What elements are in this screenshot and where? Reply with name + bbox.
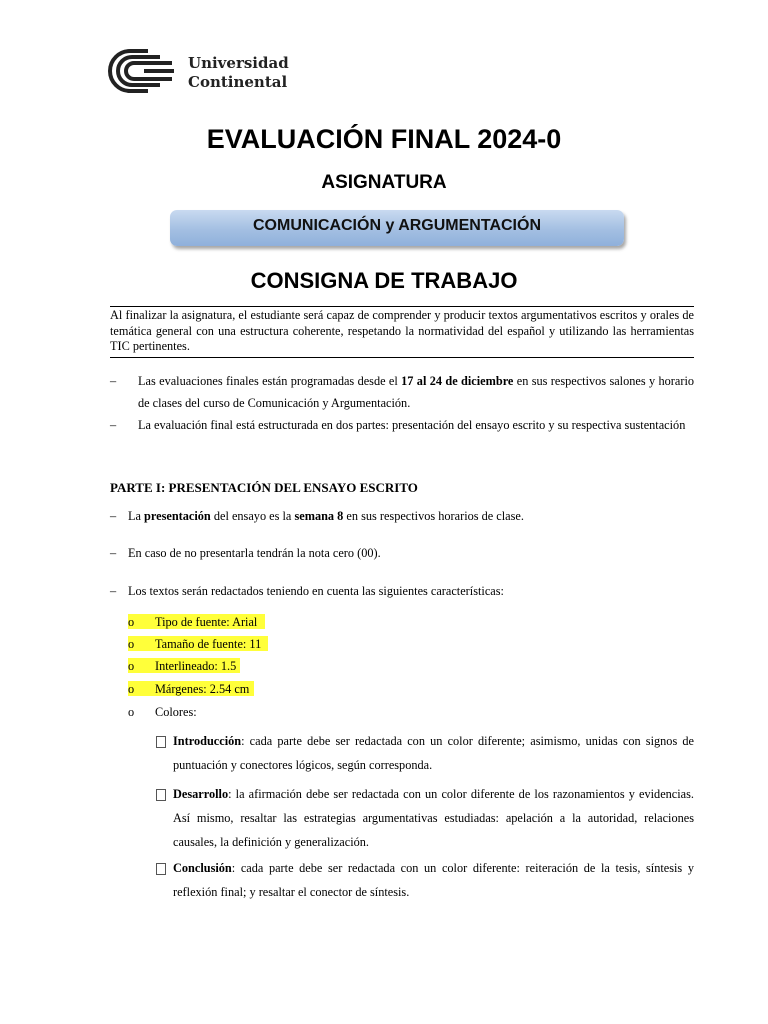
color-item-introduction [156, 729, 694, 777]
bullet-marker: o [128, 615, 135, 629]
dash-marker: – [110, 374, 117, 388]
item-text: Los textos serán redactados teniendo en cuenta las siguientes características: [128, 584, 504, 598]
missing-glyph-icon [156, 789, 166, 801]
subject-label: ASIGNATURA [321, 172, 447, 193]
logo-text [188, 54, 289, 92]
missing-glyph-icon [156, 736, 166, 748]
missing-glyph-icon [156, 863, 166, 875]
bullet-marker: o [128, 659, 135, 673]
part1-title: PARTE I: PRESENTACIÓN DEL ENSAYO ESCRITO [110, 480, 418, 495]
notes-list [110, 370, 694, 436]
note-text: La evaluación final está estructurada en dos partes: presentación del ensayo escrito y su respectiva sustentación [138, 418, 686, 432]
dash-marker: – [110, 546, 117, 560]
subject-banner [170, 210, 624, 246]
university-logo-icon [108, 48, 180, 94]
sub-item-text: Conclusión: cada parte debe ser redactada con un color diferente: reiteración de la tesis, síntesis y reflexión final; y resaltar el conector de síntesis. [173, 861, 694, 899]
note-dates: 17 al 24 de diciembre [401, 374, 514, 388]
university-logo [108, 48, 308, 96]
feature-text: Interlineado: 1.5 [155, 659, 237, 673]
dash-marker: – [110, 509, 117, 523]
note-item-dates [110, 370, 694, 414]
item-text: En caso de no presentarla tendrán la nota cero (00). [128, 546, 381, 560]
feature-text: Márgenes: 2.54 cm [155, 682, 250, 696]
dash-marker: – [110, 418, 117, 432]
dash-marker: – [110, 584, 117, 598]
color-item-conclusion [156, 856, 694, 904]
logo-line-2: Continental [188, 73, 288, 91]
color-item-development [156, 782, 694, 854]
consigna-title: CONSIGNA DE TRABAJO [250, 268, 518, 293]
note-text: en sus respectivos salones y horario de clases del curso de Comunicación y Argumentación. [138, 374, 695, 410]
item-text: La presentación del ensayo es la semana 8 en sus respectivos horarios de clase. [128, 509, 524, 523]
bullet-marker: o [128, 637, 135, 651]
bullet-marker: o [128, 705, 135, 719]
intro-paragraph: Al finalizar la asignatura, el estudiante será capaz de comprender y producir textos argumentativos escritos y orales de temática general con una estructura coherente, respetando la normatividad del español y utilizando las herramientas TIC pertinentes. [110, 306, 694, 358]
note-text: Las evaluaciones finales están programadas desde el [138, 374, 402, 388]
feature-text: Tamaño de fuente: 11 [155, 637, 262, 651]
sub-item-text: Introducción: cada parte debe ser redactada con un color diferente; asimismo, unidas con signos de puntuación y conectores lógicos, según corresponda. [173, 734, 694, 772]
feature-text: Colores: [155, 705, 197, 719]
sub-item-text: Desarrollo: la afirmación debe ser redactada con un color diferente de los razonamientos y evidencias. Así mismo, resaltar las estrategias argumentativas estudiadas: apelación a la autoridad, relaciones causales, la definición y generalización. [173, 787, 694, 849]
bullet-marker: o [128, 682, 135, 696]
exam-title: EVALUACIÓN FINAL 2024-0 [206, 124, 562, 154]
note-item-structure [110, 414, 694, 436]
feature-text: Tipo de fuente: Arial [155, 615, 258, 629]
logo-line-1: Universidad [188, 54, 289, 72]
subject-name: COMUNICACIÓN y ARGUMENTACIÓN [253, 217, 541, 234]
